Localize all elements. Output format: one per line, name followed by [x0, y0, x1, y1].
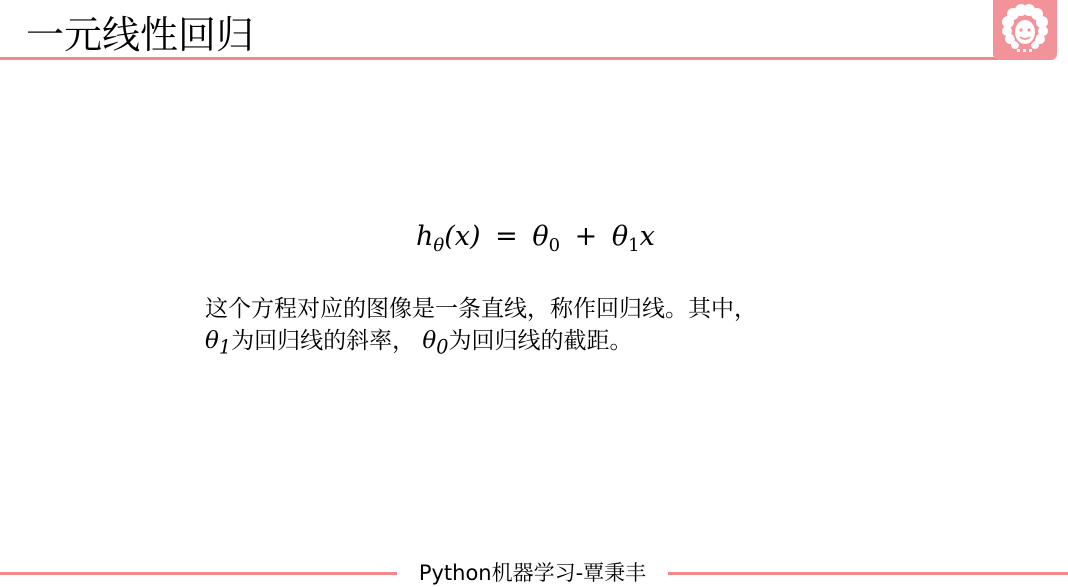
footer-line-right	[668, 572, 1068, 575]
curly-hair-avatar-icon	[993, 0, 1057, 60]
formula-plus: +	[574, 221, 598, 252]
body-line-2	[205, 325, 905, 364]
formula-argument: (x)	[444, 221, 481, 252]
formula-theta0: θ	[532, 221, 549, 252]
theta1-subscript: 1	[218, 335, 232, 359]
formula-theta1-subscript: 1	[628, 235, 640, 256]
body-text	[205, 293, 905, 364]
logo	[993, 0, 1057, 60]
slide-title: 一元线性回归	[26, 13, 255, 57]
intercept-text: 为回归线的截距。	[448, 328, 633, 354]
formula-h-subscript: θ	[433, 235, 445, 256]
theta1-symbol: θ	[205, 328, 219, 354]
formula-theta0-subscript: 0	[548, 235, 561, 256]
theta0-subscript: 0	[436, 335, 449, 359]
footer-line-left	[0, 572, 397, 575]
regression-formula	[416, 217, 655, 257]
title-underline	[0, 57, 998, 60]
slope-text: 为回归线的斜率，	[231, 328, 416, 354]
formula-equals: =	[495, 221, 518, 252]
body-line-1: 这个方程对应的图像是一条直线，称作回归线。其中，	[205, 296, 757, 322]
theta0-symbol: θ	[422, 328, 437, 354]
formula-theta1: θ	[611, 221, 629, 252]
formula-x: x	[639, 221, 655, 252]
footer-text: Python机器学习-覃秉丰	[418, 561, 647, 585]
formula-h: h	[416, 221, 434, 252]
